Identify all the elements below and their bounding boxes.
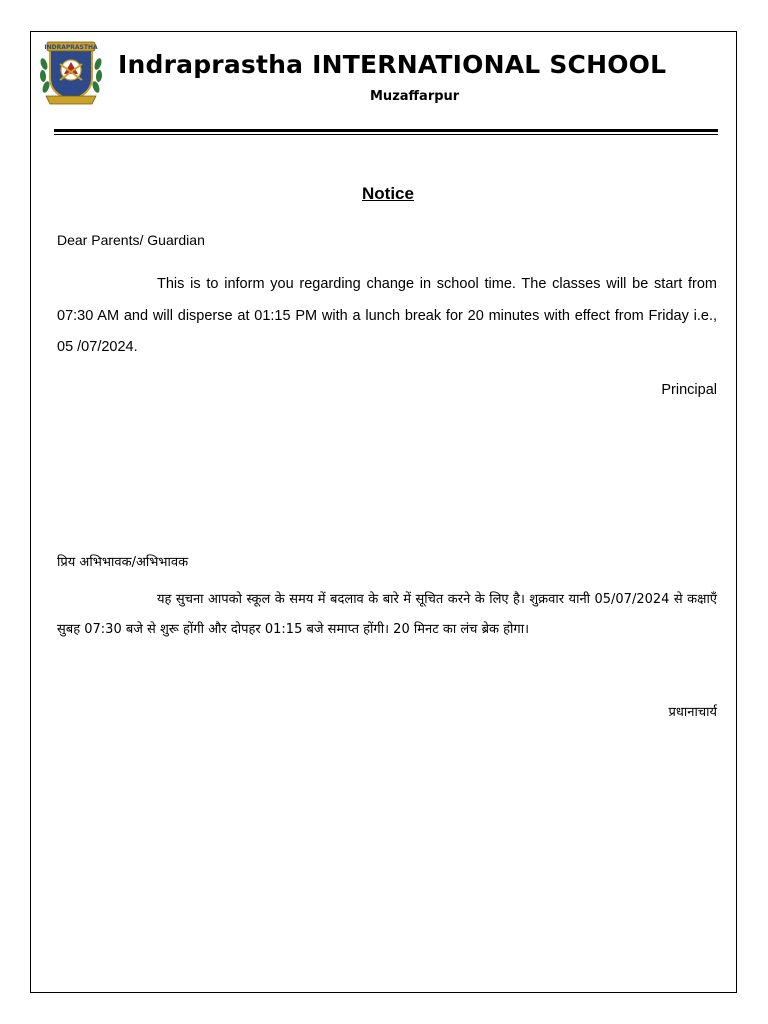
notice-body-hindi: यह सुचना आपको स्कूल के समय में बदलाव के बारे में सूचित करने के लिए है। शुक्रवार यानी 05/07/2024 से कक्षाएँ सुबह 07:30 बजे से शुरू होंगी और दोपहर 01:15 बजे समाप्त होंगी। 20 मिनट का लंच ब्रेक होगा। [57, 592, 717, 637]
notice-body-english: This is to inform you regarding change in school time. The classes will be start from 07:30 AM and will disperse at 01:15 PM with a lunch break for 20 minutes with effect from Friday i.e., 05 /07/2024. [57, 276, 717, 355]
header-divider-thin [54, 134, 718, 135]
school-city: Muzaffarpur [370, 89, 460, 104]
svg-text:INDRAPRASTHA: INDRAPRASTHA [44, 44, 98, 51]
notice-title: Notice [362, 184, 414, 203]
school-logo [38, 34, 104, 108]
header-divider [54, 129, 718, 132]
signature-hindi: प्रधानाचार्य [668, 705, 717, 720]
salutation-english: Dear Parents/ Guardian [57, 232, 205, 248]
page-border [30, 31, 737, 993]
school-name: Indraprastha INTERNATIONAL SCHOOL [118, 50, 667, 79]
signature-english: Principal [661, 382, 717, 398]
salutation-hindi: प्रिय अभिभावक/अभिभावक [57, 555, 189, 570]
